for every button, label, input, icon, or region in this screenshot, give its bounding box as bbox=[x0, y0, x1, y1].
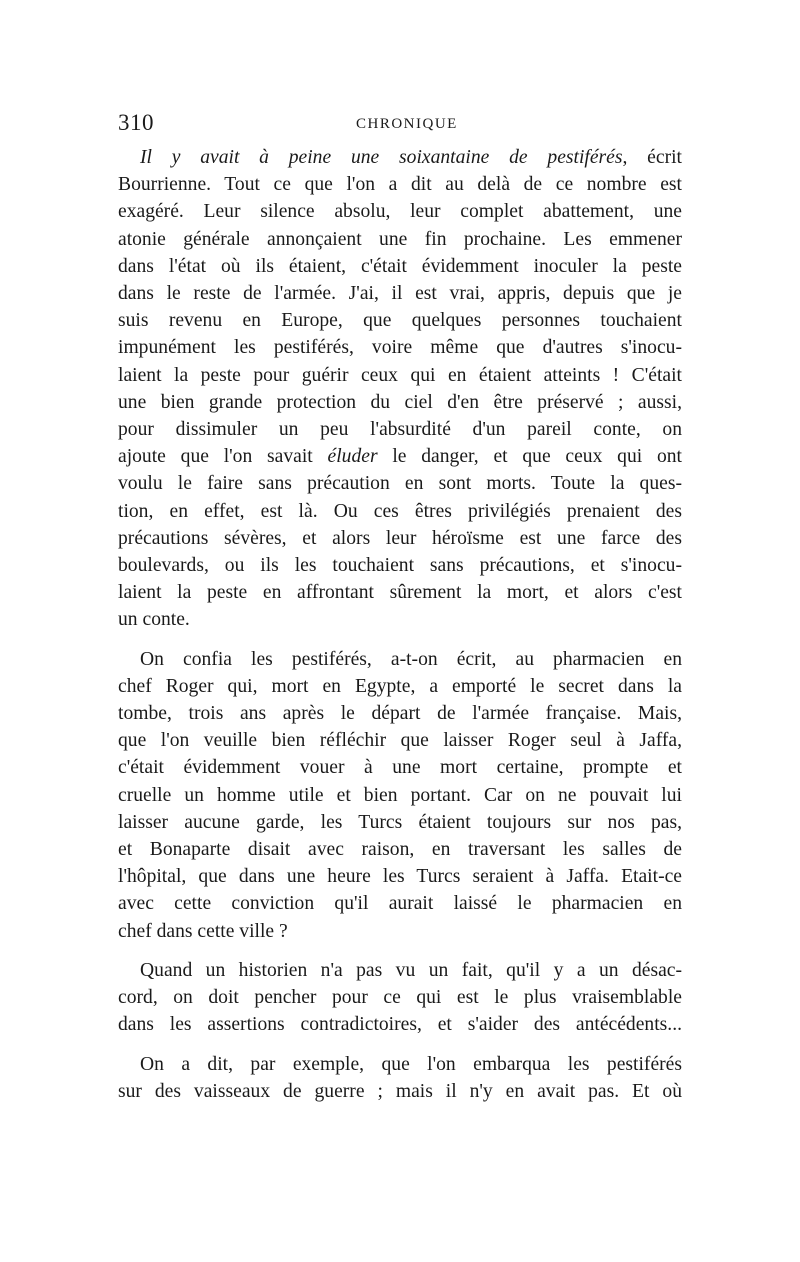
text-line: pour dissimuler un peu l'absurdité d'un pareil conte, on bbox=[118, 419, 682, 441]
text-line: chef dans cette ville ? bbox=[118, 920, 288, 942]
text-line: chef Roger qui, mort en Egypte, a emporté le secret dans la bbox=[118, 675, 682, 697]
paragraph-4 bbox=[118, 1051, 682, 1105]
text-line: On a dit, par exemple, que l'on embarqua les pestiférés bbox=[140, 1053, 682, 1075]
text-line: suis revenu en Europe, que quelques personnes touchaient bbox=[118, 310, 682, 332]
text-line: dans le reste de l'armée. J'ai, il est vrai, appris, depuis que je bbox=[118, 283, 682, 305]
paragraph-3 bbox=[118, 957, 682, 1039]
text-line: tion, en effet, est là. Ou ces êtres privilégiés prenaient des bbox=[118, 500, 682, 522]
paragraph-2 bbox=[118, 646, 682, 945]
running-head bbox=[118, 110, 682, 144]
text-line: laisser aucune garde, les Turcs étaient toujours sur nos pas, bbox=[118, 811, 682, 833]
text-line: précautions sévères, et alors leur héroïsme est une farce des bbox=[118, 527, 682, 549]
text-line: que l'on veuille bien réfléchir que laisser Roger seul à Jaffa, bbox=[118, 730, 682, 752]
text-line: impunément les pestiférés, voire même que d'autres s'inocu- bbox=[118, 337, 682, 359]
text-line: cord, on doit pencher pour ce qui est le plus vraisemblable bbox=[118, 987, 682, 1009]
text-line: Quand un historien n'a pas vu un fait, qu'il y a un désac- bbox=[140, 959, 682, 981]
text-line: atonie générale annonçaient une fin prochaine. Les emmener bbox=[118, 228, 682, 250]
text-line: Il y avait à peine une soixantaine de pestiférés, écrit bbox=[140, 147, 682, 168]
text-line: Bourrienne. Tout ce que l'on a dit au delà de ce nombre est bbox=[118, 174, 682, 196]
text-line: sur des vaisseaux de guerre ; mais il n'y en avait pas. Et où bbox=[118, 1080, 682, 1102]
text-line: cruelle un homme utile et bien portant. Car on ne pouvait lui bbox=[118, 784, 682, 806]
text-line: laient la peste en affrontant sûrement la mort, et alors c'est bbox=[118, 582, 682, 604]
running-title: CHRONIQUE bbox=[356, 116, 458, 132]
book-page bbox=[118, 110, 682, 1105]
text-line: exagéré. Leur silence absolu, leur complet abattement, une bbox=[118, 201, 682, 223]
paragraph-1 bbox=[118, 144, 682, 634]
text-line: voulu le faire sans précaution en sont morts. Toute la ques- bbox=[118, 473, 682, 495]
text-line: c'était évidemment vouer à une mort certaine, prompte et bbox=[118, 757, 682, 779]
text-line: et Bonaparte disait avec raison, en traversant les salles de bbox=[118, 839, 682, 861]
text-line: dans les assertions contradictoires, et s'aider des antécédents... bbox=[118, 1014, 682, 1036]
page-number: 310 bbox=[118, 110, 154, 135]
text-line: laient la peste pour guérir ceux qui en étaient atteints ! C'était bbox=[118, 364, 682, 386]
text-line: boulevards, ou ils les touchaient sans précautions, et s'inocu- bbox=[118, 555, 682, 577]
text-line: avec cette conviction qu'il aurait laissé le pharmacien en bbox=[118, 893, 682, 915]
text-line: une bien grande protection du ciel d'en être préservé ; aussi, bbox=[118, 391, 682, 413]
text-line: l'hôpital, que dans une heure les Turcs seraient à Jaffa. Etait-ce bbox=[118, 866, 682, 888]
text-line: tombe, trois ans après le départ de l'armée française. Mais, bbox=[118, 703, 682, 725]
text-line: dans l'état où ils étaient, c'était évidemment inoculer la peste bbox=[118, 255, 682, 277]
text-line: On confia les pestiférés, a-t-on écrit, au pharmacien en bbox=[140, 648, 682, 670]
text-line: ajoute que l'on savait éluder le danger, et que ceux qui ont bbox=[118, 446, 682, 468]
text-line: un conte. bbox=[118, 609, 190, 631]
